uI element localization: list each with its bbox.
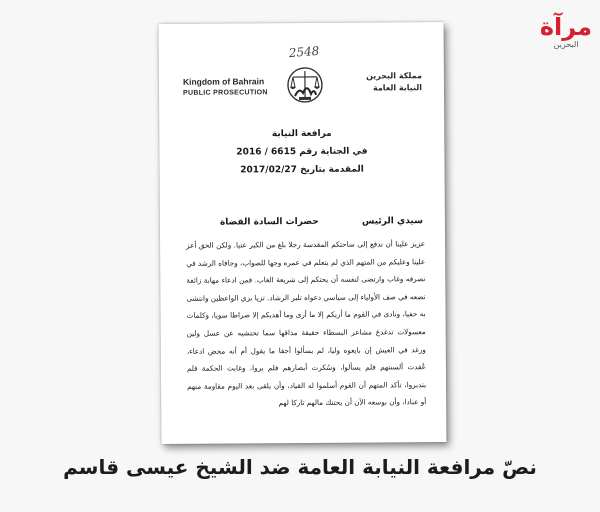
brand-logo-subtext: البحرين bbox=[553, 40, 579, 49]
header-en-line1: Kingdom of Bahrain bbox=[182, 76, 265, 87]
document-title-block bbox=[159, 124, 444, 180]
header-ar-line1: مملكة البحرين bbox=[366, 71, 422, 81]
header-arabic bbox=[332, 70, 422, 95]
handwritten-number: 2548 bbox=[288, 43, 320, 61]
brand-logo-text: مرآة bbox=[539, 13, 592, 41]
header-en-line2: PUBLIC PROSECUTION bbox=[182, 89, 268, 97]
brand-logo bbox=[540, 14, 592, 54]
salutation-left: حضرات السادة القضاة bbox=[219, 216, 319, 228]
header-english bbox=[183, 75, 283, 100]
submission-date: المقدمة بتاريخ 2017/02/27 bbox=[240, 164, 364, 176]
headline-caption: نصّ مرافعة النيابة العامة ضد الشيخ عيسى قاسم bbox=[63, 455, 537, 479]
salutation-row bbox=[186, 216, 423, 232]
emblem-icon bbox=[281, 63, 329, 107]
case-number: في الجناية رقم 6615 / 2016 bbox=[236, 146, 368, 158]
document-title: مرافعة النيابة bbox=[271, 128, 332, 140]
header-ar-line2: النيابة العامة bbox=[372, 83, 423, 93]
document-page bbox=[159, 22, 447, 444]
salutation-right: سيدي الرئيس bbox=[361, 216, 423, 227]
document-body: عزيز علينا أن ندفع إلى ساحتكم المقدسة رجلا بلغ من الكبر عتيا. ولكن الحق أعز علينا وعليكم من المتهم الذي لم يتعلم في عمره وجها للصواب، وجافاه الرشد في تصرفه وغاب وارتضى لنفسه أن يحتكم إلى شريعة الغاب. فمن ادعاء مهابة زائفة تضعه في صف الأولياء إلى سياسي دعواه تلير الرشاد. تزيا بزي الواعظين وانتشى به حفيا، ونادى في القوم ما أريكم إلا ما أرى وما أهديكم إلا صراطا سويا، وكلمات معسولات تدغدغ مشاعر البسطاء حقيقة مذاقها سما تحتشيه عن عسل ولين ورغد في العيش إن بايعوه وليا، لم يسألوا أحقا ما يقول أم أنه محض ادعاء، عُقدت ألسنتهم فلم يسألوا، وسُكرت أبصارهم فلم يروا، وغابت الحكمة فلم يتدبروا، تأكد المتهم أن القوم أسلموا له القياد، وأن يلقى بعد اليوم مقاومة منهم أو عنادا، وأن بوسعه الآن أن يحتنك مالهم تاركا لهم bbox=[186, 239, 427, 408]
